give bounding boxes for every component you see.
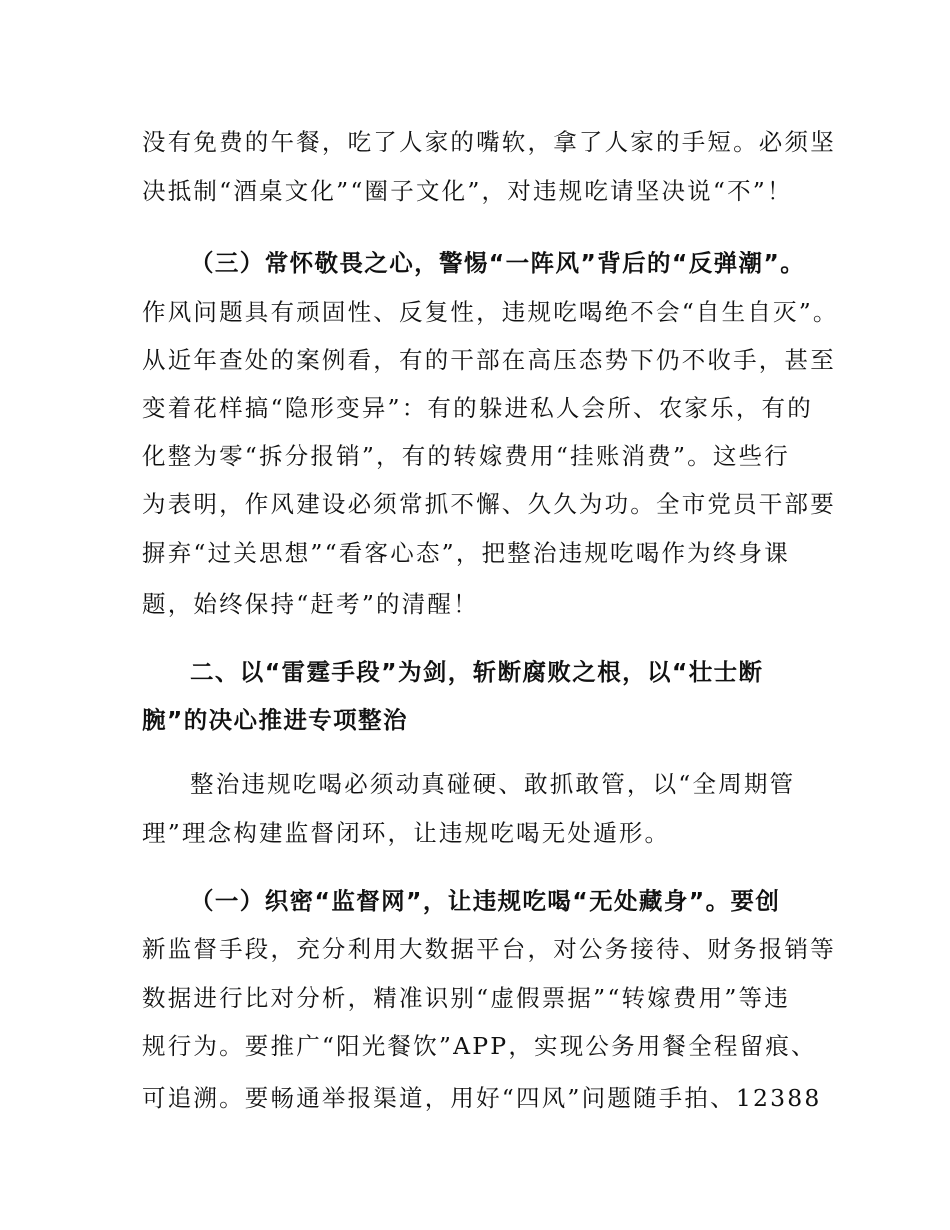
section-heading-two-cont: 腕”的决心推进专项整治 [142, 706, 408, 734]
section-heading-two: 二、以“雷霆手段”为剑，斩断腐败之根，以“壮士断 [190, 658, 764, 686]
body-text-line: 可追溯。要畅通举报渠道，用好“四风”问题随手拍、12388 [142, 1084, 822, 1112]
body-text-line: 数据进行比对分析，精准识别“虚假票据”“转嫁费用”等违 [142, 984, 790, 1012]
body-text-line: 决抵制“酒桌文化”“圈子文化”，对违规吃请坚决说“不”！ [142, 177, 793, 205]
body-text-line: 理”理念构建监督闭环，让违规吃喝无处遁形。 [142, 819, 671, 847]
subheading-one: （一）织密“监督网”，让违规吃喝“无处藏身”。要创 [190, 887, 781, 915]
body-text-line: 摒弃“过关思想”“看客心态”，把整治违规吃喝作为终身课 [142, 539, 790, 567]
body-text-line: 规行为。要推广“阳光餐饮”APP，实现公务用餐全程留痕、 [142, 1032, 817, 1060]
body-text-line: 变着花样搞“隐形变异”：有的躲进私人会所、农家乐，有的 [142, 394, 813, 422]
body-text-line: 化整为零“拆分报销”，有的转嫁费用“挂账消费”。这些行 [142, 442, 790, 470]
body-text-line: 新监督手段，充分利用大数据平台，对公务接待、财务报销等 [142, 935, 836, 963]
body-text-line: 为表明，作风建设必须常抓不懈、久久为功。全市党员干部要 [142, 490, 836, 518]
body-text-line: 没有免费的午餐，吃了人家的嘴软，拿了人家的手短。必须坚 [142, 128, 836, 156]
body-text-line: 题，始终保持“赶考”的清醒！ [142, 590, 479, 618]
body-text-line: 从近年查处的案例看，有的干部在高压态势下仍不收手，甚至 [142, 346, 836, 374]
body-text-line: 整治违规吃喝必须动真碰硬、敢抓敢管，以“全周期管 [190, 770, 796, 798]
subheading-three: （三）常怀敬畏之心，警惕“一阵风”背后的“反弹潮”。 [190, 249, 806, 277]
body-text-line: 作风问题具有顽固性、反复性，违规吃喝绝不会“自生自灭”。 [142, 298, 839, 326]
